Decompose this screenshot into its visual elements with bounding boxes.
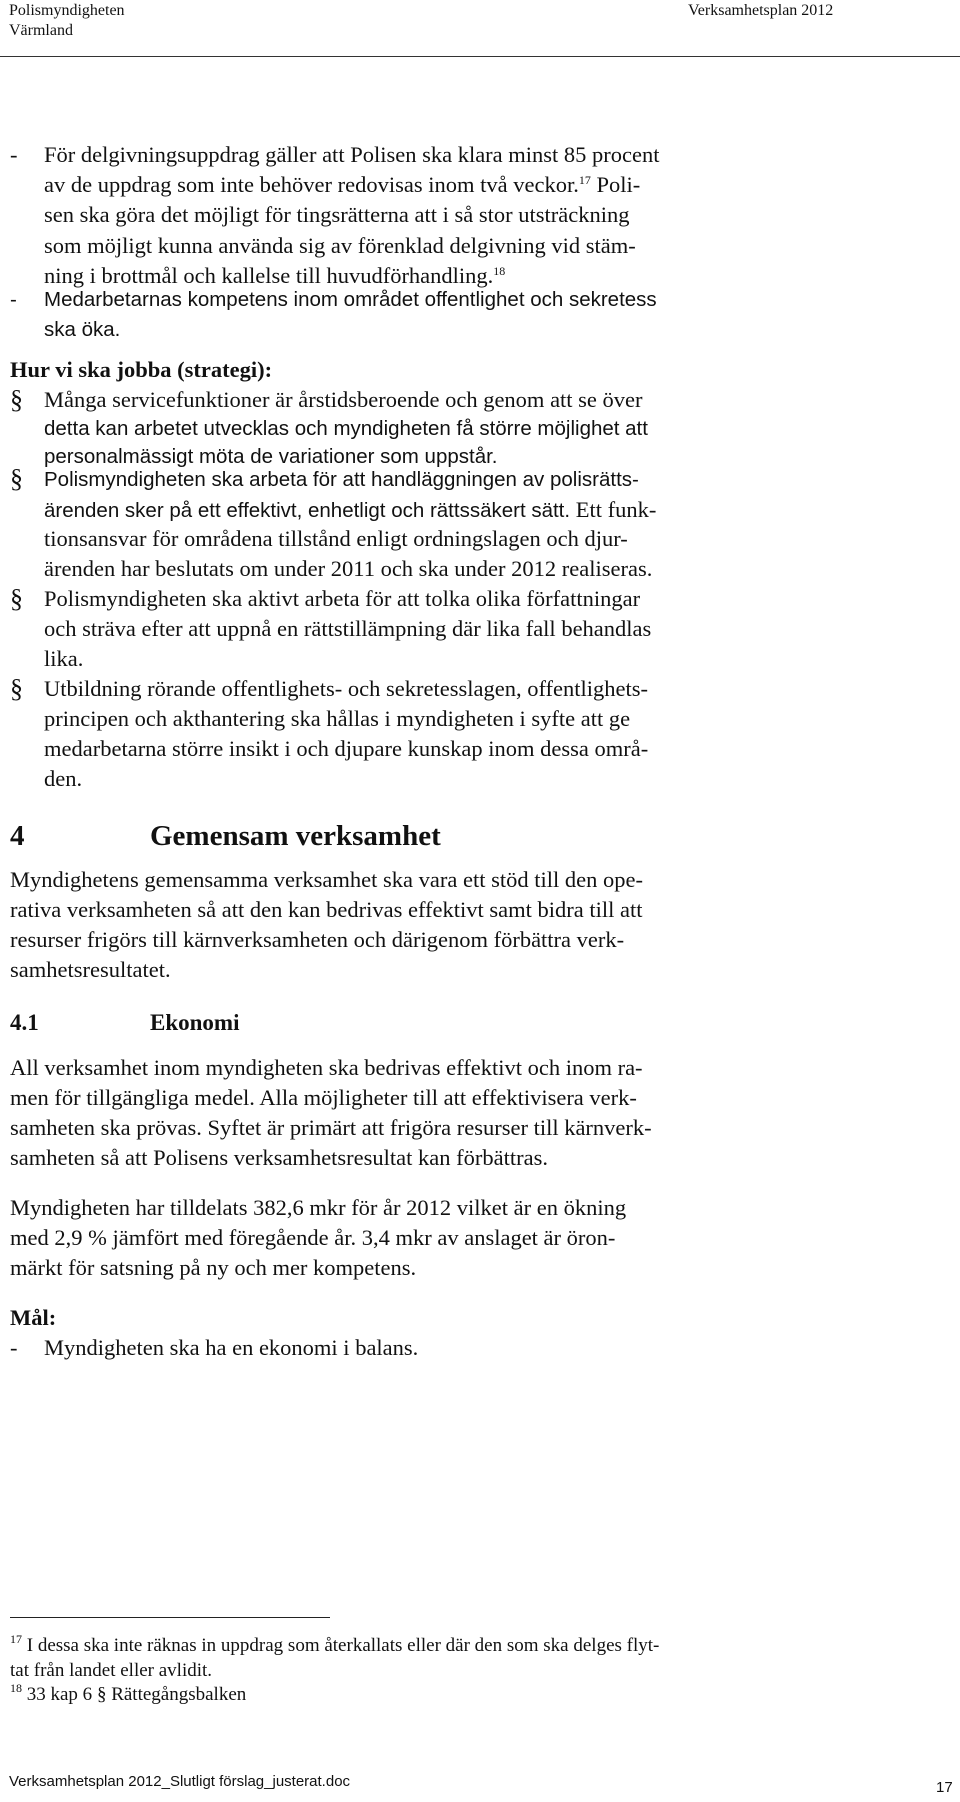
bullet-line: tionsansvar för områdena tillstånd enligt ordningslagen och djur-	[44, 526, 628, 551]
list-item-line: sen ska göra det möjligt för tingsrätterna att i så stor utsträckning	[44, 202, 630, 227]
bullet-line: den.	[44, 766, 83, 791]
paragraph-line: resurser frigörs till kärnverksamheten och därigenom förbättra verk-	[10, 927, 625, 952]
bullet-line: personalmässigt möta de variationer som uppstår.	[44, 445, 498, 468]
footnote-18: $^{18}$ 33 kap 6 § Rättegångsbalken	[10, 1681, 247, 1705]
goal-item: Myndigheten ska ha en ekonomi i balans.	[44, 1335, 419, 1360]
footnote-rule	[10, 1617, 330, 1618]
bullet-line: ärenden sker på ett effektivt, enhetligt och rättssäkert sätt. Ett funk-	[44, 497, 657, 522]
paragraph-line: med 2,9 % jämfört med föregående år. 3,4 mkr av anslaget är öron-	[10, 1225, 616, 1250]
section-sign-bullet-icon: §	[10, 674, 23, 703]
bullet-line: lika.	[44, 646, 84, 671]
subsection-heading	[10, 1010, 910, 1042]
list-item-line: ning i brottmål och kallelse till huvudförhandling.$^{18}$	[44, 263, 506, 288]
paragraph-line: samheten ska prövas. Syftet är primärt att frigöra resurser till kärnverk-	[10, 1115, 652, 1140]
strategy-heading: Hur vi ska jobba (strategi):	[10, 357, 273, 382]
paragraph-line: rativa verksamheten så att den kan bedrivas effektivt samt bidra till att	[10, 897, 643, 922]
list-item-line: För delgivningsuppdrag gäller att Polisen ska klara minst 85 procent	[44, 142, 660, 167]
footer-filename: Verksamhetsplan 2012_Slutligt förslag_justerat.doc	[9, 1773, 351, 1790]
footnote-ref-17: 17	[578, 173, 591, 187]
paragraph-line: All verksamhet inom myndigheten ska bedrivas effektivt och inom ra-	[10, 1055, 643, 1080]
page-header	[0, 0, 960, 60]
list-item-line: Medarbetarnas kompetens inom området offentlighet och sekretess	[44, 288, 657, 311]
list-item-line: som möjligt kunna använda sig av förenklad delgivning vid stäm-	[44, 233, 636, 258]
bullet-line: och sträva efter att uppnå en rättstillämpning där lika fall behandlas	[44, 616, 652, 641]
bullet-line: Polismyndigheten ska arbeta för att handläggningen av polisrätts-	[44, 468, 639, 491]
list-item-line: ska öka.	[44, 318, 121, 341]
bullet-line: medarbetarna större insikt i och djupare kunskap inom dessa områ-	[44, 736, 649, 761]
paragraph-line: märkt för satsning på ny och mer kompetens.	[10, 1255, 417, 1280]
list-dash: -	[10, 1335, 18, 1360]
paragraph-line: Myndighetens gemensamma verksamhet ska vara ett stöd till den ope-	[10, 867, 643, 892]
page-number: 17	[936, 1779, 953, 1796]
footnote-17: $^{17}$ I dessa ska inte räknas in uppdrag som återkallats eller där den som ska delges flyt-	[10, 1632, 660, 1656]
footnote-ref-18: 18	[493, 264, 506, 278]
list-dash: -	[10, 142, 18, 167]
subsection-number: 4.1	[10, 1010, 39, 1035]
paragraph-line: men för tillgängliga medel. Alla möjligheter till att effektivisera verk-	[10, 1085, 637, 1110]
paragraph-line: samhetsresultatet.	[10, 957, 171, 982]
subsection-title: Ekonomi	[150, 1010, 240, 1035]
footnote-17-cont: tat från landet eller avlidit.	[10, 1660, 213, 1681]
header-org: Polismyndigheten	[9, 2, 125, 19]
section-sign-bullet-icon: §	[10, 464, 23, 493]
paragraph-line: samheten så att Polisens verksamhetsresultat kan förbättras.	[10, 1145, 548, 1170]
header-doc-title: Verksamhetsplan 2012	[688, 2, 834, 19]
section-sign-bullet-icon: §	[10, 584, 23, 613]
bullet-line: detta kan arbetet utvecklas och myndigheten få större möjlighet att	[44, 417, 648, 440]
bullet-line: Många servicefunktioner är årstidsberoende och genom att se över	[44, 387, 643, 412]
goal-heading: Mål:	[10, 1305, 57, 1330]
header-rule	[0, 56, 960, 57]
section-title: Gemensam verksamhet	[150, 820, 441, 852]
section-sign-bullet-icon: §	[10, 385, 23, 414]
bullet-line: ärenden har beslutats om under 2011 och ska under 2012 realiseras.	[44, 556, 653, 581]
bullet-line: Utbildning rörande offentlighets- och sekretesslagen, offentlighets-	[44, 676, 649, 701]
section-number: 4	[10, 820, 25, 852]
bullet-line: principen och akthantering ska hållas i myndigheten i syfte att ge	[44, 706, 631, 731]
list-item-line: av de uppdrag som inte behöver redovisas inom två veckor.$^{17}$ Poli-	[44, 172, 641, 197]
bullet-line: Polismyndigheten ska aktivt arbeta för att tolka olika författningar	[44, 586, 641, 611]
section-sign-icon: §	[96, 1684, 107, 1705]
section-heading	[10, 820, 910, 860]
list-dash: -	[10, 288, 17, 311]
header-region: Värmland	[9, 22, 73, 39]
paragraph-line: Myndigheten har tilldelats 382,6 mkr för år 2012 vilket är en ökning	[10, 1195, 627, 1220]
